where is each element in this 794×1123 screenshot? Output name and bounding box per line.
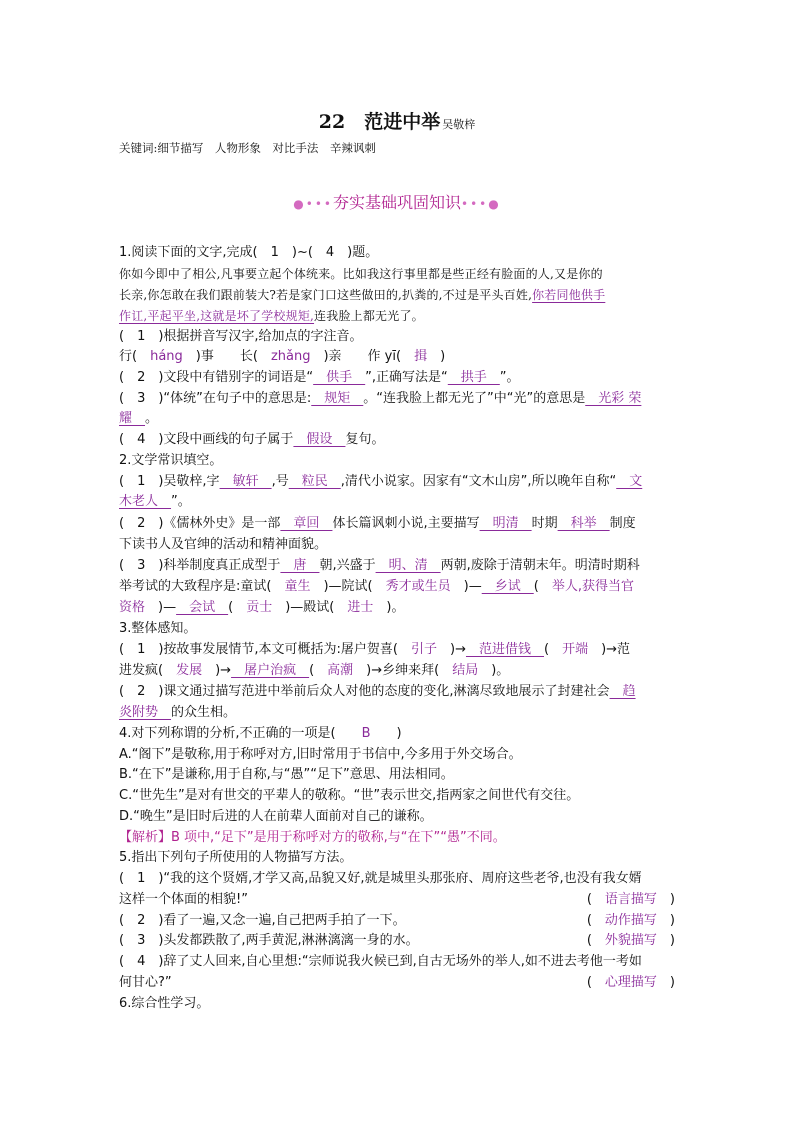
q2-sub3 [119, 556, 675, 576]
answer-slot [587, 890, 675, 910]
q5-item4-cont [119, 973, 675, 993]
text: ) [427, 349, 446, 364]
answer: 语言描写 [604, 892, 657, 907]
answer: 动作描写 [604, 913, 657, 928]
q6-stem: 6.综合性学习。 [119, 996, 210, 1011]
text: ( 2 )课文通过描写范进中举前后众人对他的态度的变化,淋漓尽致地展示了封建社会 [119, 684, 610, 699]
answer: 明、清 [375, 558, 441, 573]
text: )—殿试( [272, 600, 348, 615]
q5-item3 [119, 931, 675, 951]
answer: zhǎng [270, 349, 311, 364]
answer: 乡试 [481, 579, 534, 594]
answer: 会试 [176, 600, 229, 615]
q3-sub1-cont [119, 661, 675, 681]
q4-stem [119, 724, 675, 744]
q3-sub2-cont [119, 703, 675, 723]
answer-slot [587, 911, 675, 931]
text: 行( [119, 349, 151, 364]
lesson-title [0, 107, 794, 134]
text: ( [544, 642, 563, 657]
q1-stem: 1.阅读下面的文字,完成( 1 )~( 4 )题。 [119, 245, 379, 260]
q1-sub3 [119, 389, 675, 409]
q2-sub2 [119, 514, 675, 534]
text: ( 4 )文段中画线的句子属于 [119, 432, 294, 447]
answer: 文 [616, 474, 643, 489]
answer: 规矩 [311, 391, 364, 406]
q1-sub2 [119, 368, 675, 388]
text: 的众生相。 [171, 705, 237, 720]
text: )事 长( [182, 349, 271, 364]
passage-text: 长亲,你怎敢在我们跟前装大?若是家门口这些做田的,扒粪的,不过是平头百姓, [119, 288, 533, 302]
text: )—院试( [310, 579, 386, 594]
text: 两朝,废除于清朝末年。明清时期科 [440, 558, 640, 573]
answer: 发展 [176, 663, 203, 678]
text: ) [656, 913, 675, 928]
text: ,清代小说家。因家有“文木山房”,所以晚年自称“ [340, 474, 617, 489]
text: 进发疯( [119, 663, 177, 678]
answer: 开端 [562, 642, 589, 657]
answer: háng [150, 349, 183, 364]
text: )。 [373, 600, 405, 615]
text: 。“连我脸上都无光了”中“光”的意思是 [363, 391, 586, 406]
text: ( 3 )科举制度真正成型于 [119, 558, 281, 573]
author: 吴敬梓 [442, 118, 476, 131]
text: 。 [145, 411, 159, 426]
answer: 明清 [479, 516, 532, 531]
text: )→乡绅来拜( [353, 663, 453, 678]
q4-analysis: 【解析】B 项中,“足下”是用于称呼对方的敬称,与“在下”“愚”不同。 [119, 830, 506, 845]
keywords: 关键词:细节描写 人物形象 对比手法 辛辣讽刺 [119, 141, 376, 155]
answer: 举人,获得当官 [551, 579, 634, 594]
text: ) [656, 933, 675, 948]
answer: 粒民 [288, 474, 341, 489]
text: 时期 [531, 516, 558, 531]
answer: 耀 [119, 411, 146, 426]
answer: 拱手 [447, 370, 500, 385]
answer: 木老人 [119, 494, 172, 509]
q2-sub3-line2 [119, 577, 675, 597]
text: ( 2 )看了一遍,又念一遍,自己把两手拍了一下。 [119, 913, 406, 928]
text: )— [145, 600, 177, 615]
text: 何甘心?” [119, 975, 172, 990]
text: ,号 [271, 474, 289, 489]
q4-option-d: D.“晚生”是旧时后进的人在前辈人面前对自己的谦称。 [119, 809, 433, 824]
text: ( 3 )头发都跌散了,两手黄泥,淋淋漓漓一身的水。 [119, 933, 419, 948]
q5-item1: ( 1 )“我的这个贤婿,才学又高,品貌又好,就是城里头那张府、周府这些老爷,也没有我女婿 [119, 871, 642, 886]
answer: 外貌描写 [604, 933, 657, 948]
answer: B [361, 726, 371, 741]
text: ”。 [499, 370, 520, 385]
text: 制度 [609, 516, 636, 531]
answer: 高潮 [327, 663, 354, 678]
text: 4.对下列称谓的分析,不正确的一项是( [119, 726, 362, 741]
section-banner [0, 190, 794, 213]
text: ( 1 )按故事发展情节,本文可概括为:屠户贺喜( [119, 642, 411, 657]
q3-sub1 [119, 640, 675, 660]
answer: 炎附势 [119, 705, 172, 720]
answer: 敏轩 [219, 474, 272, 489]
answer: 屠户治疯 [231, 663, 310, 678]
text: ) [656, 892, 675, 907]
text: ”。 [171, 494, 191, 509]
q1-sub4 [119, 430, 675, 450]
text: 举考试的大致程序是:童试( [119, 579, 285, 594]
answer: 揖 [414, 349, 428, 364]
answer: 供手 [313, 370, 366, 385]
text: )亲 作 yī( [310, 349, 415, 364]
text: )→范 [588, 642, 631, 657]
text: ( 2 )《儒林外史》是一部 [119, 516, 281, 531]
text: ) [656, 975, 675, 990]
q4-option-b: B.“在下”是谦称,用于自称,与“愚”“足下”意思、用法相同。 [119, 767, 454, 782]
q5-item2 [119, 911, 675, 931]
text: )。 [478, 663, 510, 678]
text: ( [586, 892, 605, 907]
text: ( [309, 663, 328, 678]
answer: 科举 [557, 516, 610, 531]
text: ( [228, 600, 247, 615]
answer: 资格 [119, 600, 146, 615]
answer-slot [587, 931, 675, 951]
text: ( [586, 975, 605, 990]
q4-option-a: A.“阁下”是敬称,用于称呼对方,旧时常用于书信中,今多用于外交场合。 [119, 747, 522, 762]
q2-sub1 [119, 472, 675, 492]
dots-left-icon: ●••• [293, 197, 333, 211]
text: 朝,兴盛于 [319, 558, 376, 573]
dots-right-icon: •••● [461, 197, 501, 211]
answer: 假设 [293, 432, 346, 447]
answer: 童生 [284, 579, 311, 594]
text: ( 2 )文段中有错别字的词语是“ [119, 370, 314, 385]
text: )— [450, 579, 482, 594]
answer: 结局 [452, 663, 479, 678]
answer: 唐 [280, 558, 320, 573]
underlined-sentence: 作讧,平起平坐,这就是坏了学校规矩, [119, 309, 315, 323]
answer: 引子 [411, 642, 438, 657]
title-text: 22 范进中举 [318, 111, 441, 133]
q1-sub1-blanks [119, 347, 675, 367]
answer: 范进借钱 [465, 642, 544, 657]
text: )→ [437, 642, 466, 657]
answer: 秀才或生员 [385, 579, 451, 594]
q2-stem: 2.文学常识填空。 [119, 453, 223, 468]
q3-stem: 3.整体感知。 [119, 621, 197, 636]
q4-option-c: C.“世先生”是对有世交的平辈人的敬称。“世”表示世交,指两家之间世代有交往。 [119, 788, 580, 803]
text: ( 1 )吴敬梓,字 [119, 474, 220, 489]
passage-text: 连我脸上都无光了。 [314, 309, 424, 323]
text: ”,正确写法是“ [365, 370, 448, 385]
q1-passage-line3 [119, 306, 675, 326]
q1-passage-line2 [119, 285, 675, 305]
answer: 光彩 荣 [585, 391, 642, 406]
q1-sub1: ( 1 )根据拼音写汉字,给加点的字注音。 [119, 329, 363, 344]
q5-item4: ( 4 )辞了丈人回来,自心里想:“宗师说我火候已到,自古无场外的举人,如不进去考他一考如 [119, 954, 642, 969]
q1-sub3-cont [119, 409, 675, 429]
q2-sub1-cont [119, 492, 675, 512]
answer: 进士 [347, 600, 374, 615]
text: )→ [202, 663, 232, 678]
text: ( 3 )“体统”在句子中的意思是: [119, 391, 312, 406]
text: ( [533, 579, 552, 594]
underlined-sentence: 你若同他供手 [532, 288, 606, 302]
q2-sub3-line3 [119, 598, 675, 618]
text: ( [586, 913, 605, 928]
q3-sub2 [119, 682, 675, 702]
text: 体长篇讽刺小说,主要描写 [332, 516, 480, 531]
q5-item1-cont [119, 890, 675, 910]
q2-sub2-cont: 下读书人及官绅的活动和精神面貌。 [119, 537, 328, 552]
answer: 贡士 [246, 600, 273, 615]
text: 复句。 [345, 432, 385, 447]
text: ) [370, 726, 402, 741]
answer: 趋 [609, 684, 636, 699]
text: ( [586, 933, 605, 948]
q5-stem: 5.指出下列句子所使用的人物描写方法。 [119, 850, 353, 865]
answer: 章回 [280, 516, 333, 531]
text: 这样一个体面的相貌!” [119, 892, 248, 907]
answer: 心理描写 [604, 975, 657, 990]
q1-passage-line1: 你如今即中了相公,凡事要立起个体统来。比如我这行事里都是些正经有脸面的人,又是你的 [119, 267, 603, 281]
banner-text: 夯实基础巩固知识 [332, 193, 461, 212]
answer-slot [587, 973, 675, 993]
